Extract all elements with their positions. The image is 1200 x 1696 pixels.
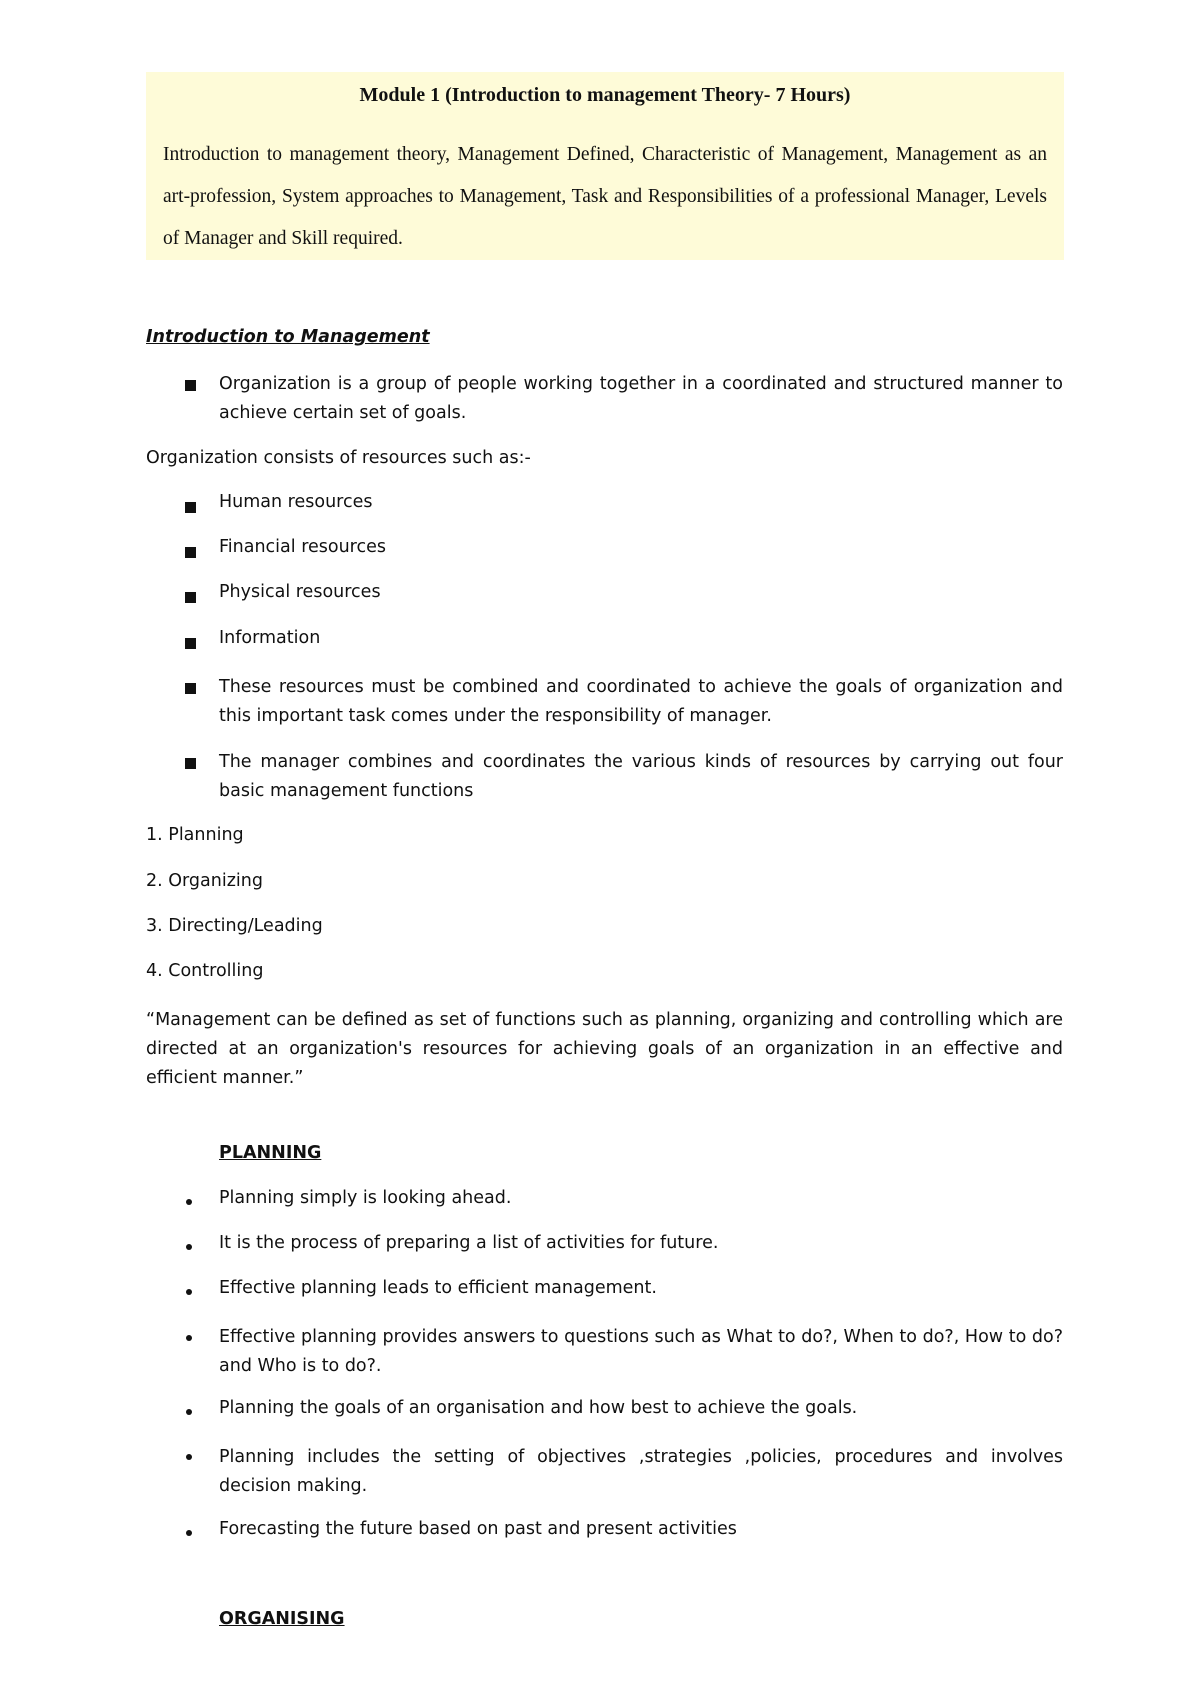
function-item: 1. Planning bbox=[146, 825, 244, 845]
org-definition: Organization is a group of people working together in a coordinated and structured manner to achieve certain set of goals. bbox=[219, 374, 1063, 423]
resource-item: Physical resources bbox=[219, 582, 381, 602]
section-heading-introduction: Introduction to Management bbox=[146, 327, 430, 347]
planning-point: Planning simply is looking ahead. bbox=[219, 1188, 512, 1208]
square-bullet-icon bbox=[185, 758, 196, 769]
management-definition-quote: “Management can be defined as set of functions such as planning, organizing and controlling which are directed at an organization's resources for achieving goals of an organization in an effective and efficient manner.” bbox=[146, 1010, 1063, 1088]
bullet-icon bbox=[186, 1289, 192, 1295]
section-heading-planning: PLANNING bbox=[219, 1143, 322, 1163]
module-title: Module 1 (Introduction to management Theory- 7 Hours) bbox=[359, 84, 851, 106]
planning-point: Planning includes the setting of objectives ,strategies ,policies, procedures and involves decision making. bbox=[219, 1447, 1063, 1496]
square-bullet-icon bbox=[185, 638, 196, 649]
function-item: 3. Directing/Leading bbox=[146, 916, 323, 936]
square-bullet-icon bbox=[185, 380, 196, 391]
bullet-icon bbox=[186, 1454, 192, 1460]
square-bullet-icon bbox=[185, 502, 196, 513]
planning-point: Planning the goals of an organisation and how best to achieve the goals. bbox=[219, 1398, 858, 1418]
module-summary-box bbox=[146, 72, 1064, 260]
bullet-icon bbox=[186, 1244, 192, 1250]
planning-point: Effective planning provides answers to questions such as What to do?, When to do?, How to do? and Who is to do?. bbox=[219, 1327, 1063, 1376]
square-bullet-icon bbox=[185, 683, 196, 694]
planning-point: It is the process of preparing a list of activities for future. bbox=[219, 1233, 719, 1253]
function-item: 2. Organizing bbox=[146, 871, 263, 891]
square-bullet-icon bbox=[185, 547, 196, 558]
bullet-icon bbox=[186, 1335, 192, 1341]
bullet-icon bbox=[186, 1530, 192, 1536]
module-topics: Introduction to management theory, Management Defined, Characteristic of Management, Management as an art-profession, System approaches to Management, Task and Responsibilities of a professional Manager, Levels of Manager and Skill required. bbox=[163, 144, 1047, 249]
resources-intro: Organization consists of resources such as:- bbox=[146, 448, 531, 468]
combine-point: These resources must be combined and coordinated to achieve the goals of organization and this important task comes under the responsibility of manager. bbox=[219, 677, 1063, 726]
function-item: 4. Controlling bbox=[146, 961, 264, 981]
functions-point: The manager combines and coordinates the various kinds of resources by carrying out four basic management functions bbox=[219, 752, 1063, 801]
bullet-icon bbox=[186, 1199, 192, 1205]
planning-point: Forecasting the future based on past and present activities bbox=[219, 1519, 737, 1539]
square-bullet-icon bbox=[185, 592, 196, 603]
section-heading-organising: ORGANISING bbox=[219, 1609, 345, 1629]
resource-item: Financial resources bbox=[219, 537, 387, 557]
resource-item: Information bbox=[219, 628, 321, 648]
planning-point: Effective planning leads to efficient management. bbox=[219, 1278, 657, 1298]
resource-item: Human resources bbox=[219, 492, 373, 512]
bullet-icon bbox=[186, 1409, 192, 1415]
